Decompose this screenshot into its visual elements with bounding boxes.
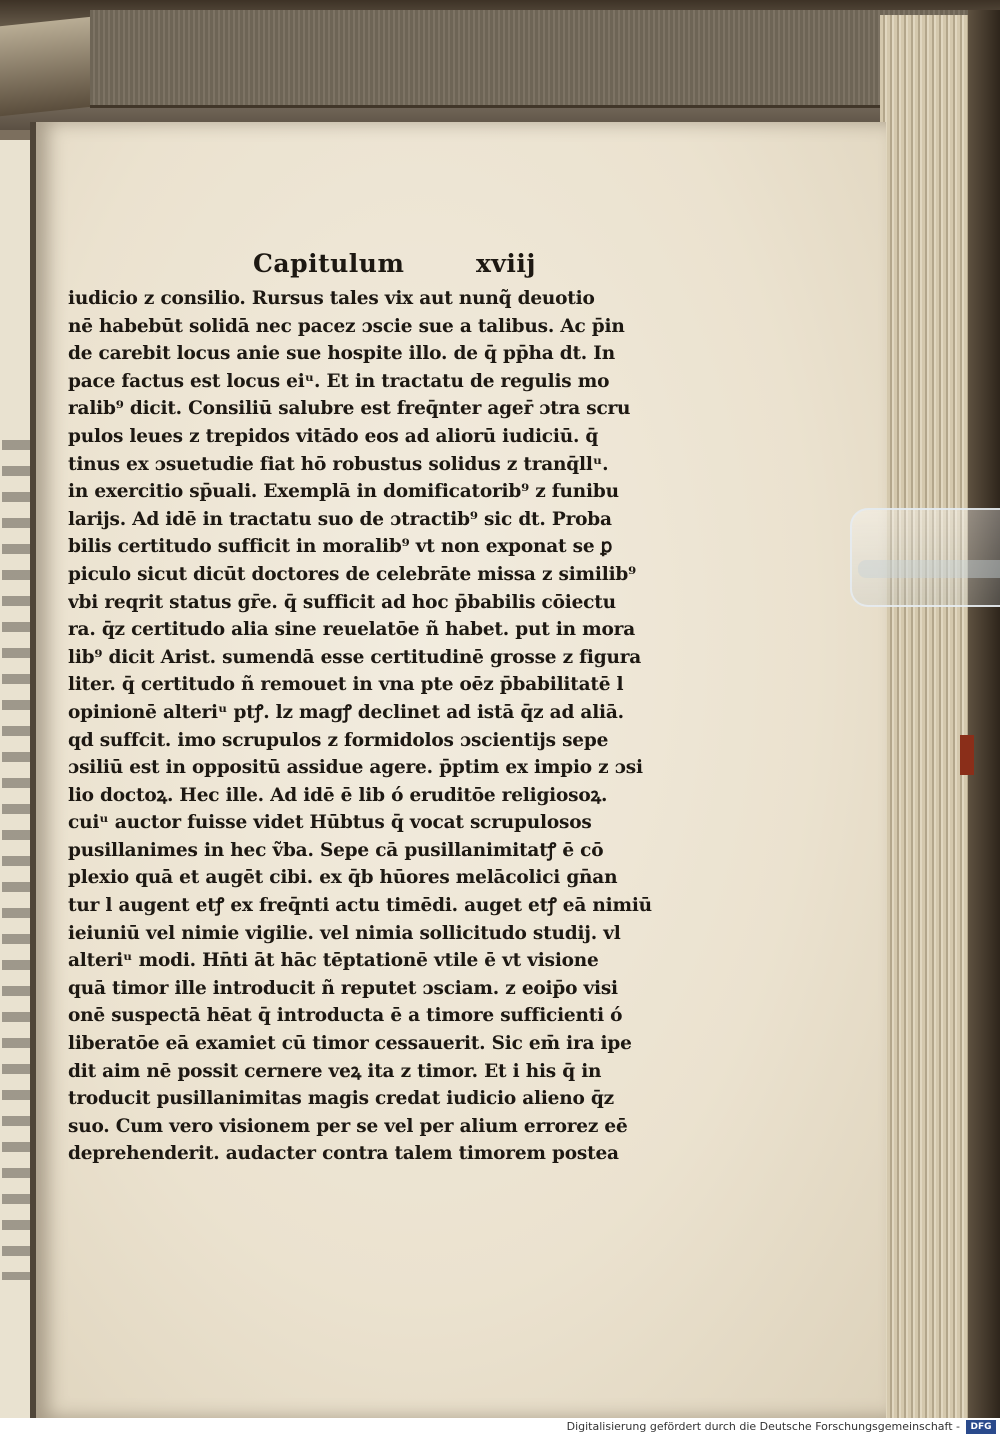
text-line: pusillanimes in hec ṽba. Sepe cā pusillanimitatꝭ ē cō	[68, 839, 604, 861]
left-page-text-fragment	[2, 440, 32, 1280]
text-line: ieiuniū vel nimie vigilie. vel nimia sollicitudo studij. vl	[68, 922, 621, 944]
page-holder-clip-bar	[858, 560, 1000, 578]
chapter-heading	[253, 249, 653, 283]
dfg-logo-icon: DFG	[966, 1420, 996, 1434]
text-line: vbi reqrit status gr̄e. q̄ sufficit ad hoc p̄babilis cōiectu	[68, 591, 616, 613]
text-line: de carebit locus anie sue hospite illo. de q̄ pp̄ha dt. In	[68, 343, 615, 365]
text-line: in exercitio sp̄uali. Exemplā in domificatorib⁹ z funibu	[68, 481, 619, 503]
text-line: larijs. Ad idē in tractatu suo de ɔtractib⁹ sic dt. Proba	[68, 508, 612, 530]
text-line: liter. q̄ certitudo ñ remouet in vna pte oēz p̄babilitatē l	[68, 674, 624, 696]
text-line: alteriᵘ modi. Hn̄ti āt hāc tēptationē vtile ē vt visione	[68, 950, 599, 972]
text-line: lib⁹ dicit Arist. sumendā esse certitudinē grosse z figura	[68, 646, 642, 668]
text-line: onē suspectā hēat q̄ introducta ē a timore sufficienti ó	[68, 1005, 623, 1027]
page-holder-clip	[850, 508, 1000, 607]
text-line: dit aim nē possit cernere veꝝ ita z timor. Et i his q̄ in	[68, 1060, 602, 1082]
text-line: pace factus est locus eiᵘ. Et in tractatu de regulis mo	[68, 370, 610, 392]
funding-credit: Digitalisierung gefördert durch die Deutsche Forschungsgemeinschaft -	[566, 1420, 960, 1433]
text-line: deprehenderit. audacter contra talem timorem postea	[68, 1143, 619, 1165]
footer-bar	[0, 1418, 1000, 1437]
text-line: suo. Cum vero visionem per se vel per alium errorez eē	[68, 1115, 628, 1137]
chapter-title: Capitulum	[253, 249, 405, 278]
text-line: ralib⁹ dicit. Consiliū salubre est freq̄nter ager̄ ɔtra scru	[68, 398, 631, 420]
cover-right-edge	[968, 10, 1000, 1418]
cover-top-edge	[90, 10, 970, 108]
chapter-number: xviij	[476, 249, 536, 278]
text-line: plexio quā et augēt cibi. ex q̄b hūores melācolici gn̄an	[68, 867, 618, 889]
text-line: troducit pusillanimitas magis credat iudicio alieno q̄z	[68, 1088, 614, 1110]
text-line: ɔsiliū est in oppositū assidue agere. p̄ptim ex impio z ɔsi	[68, 757, 643, 779]
text-line: nē habebūt solidā nec pacez ɔscie sue a talibus. Ac p̄in	[68, 315, 625, 337]
text-block	[68, 249, 688, 1309]
text-line: bilis certitudo sufficit in moralib⁹ vt non exponat se ꝑ	[68, 536, 613, 558]
text-line: iudicio z consilio. Rursus tales vix aut nunq̃ deuotio	[68, 288, 595, 309]
body-text	[68, 285, 688, 1168]
text-line: cuiᵘ auctor fuisse videt Hūbtus q̄ vocat scrupulosos	[68, 812, 592, 834]
text-line: liberatōe eā examiet cū timor cessauerit. Sic em̄ ira ipe	[68, 1033, 632, 1055]
text-line: ra. q̄z certitudo alia sine reuelatōe ñ habet. put in mora	[68, 619, 635, 641]
text-line: opinionē alteriᵘ ptꝭ. lz magꝭ declinet ad istā q̄z ad aliā.	[68, 701, 624, 723]
page-tab-marker	[960, 735, 974, 775]
text-line: piculo sicut dicūt doctores de celebrāte missa z similib⁹	[68, 563, 637, 585]
text-line: lio doctoꝝ. Hec ille. Ad idē ē lib ó eruditōe religiosoꝝ.	[68, 784, 608, 806]
text-line: tinus ex ɔsuetudie fiat hō robustus solidus z tranq̄llᵘ.	[68, 453, 609, 475]
text-line: quā timor ille introducit ñ reputet ɔsciam. z eoip̄o visi	[68, 977, 618, 999]
text-line: qd suffcit. imo scrupulos z formidolos ɔscientijs sepe	[68, 729, 609, 751]
page-leaf	[30, 122, 886, 1418]
text-line: pulos leues z trepidos vitādo eos ad aliorū iudiciū. q̄	[68, 425, 599, 447]
text-line: tur l augent etꝭ ex freq̄nti actu timēdi. auget etꝭ eā nimiū	[68, 895, 652, 917]
